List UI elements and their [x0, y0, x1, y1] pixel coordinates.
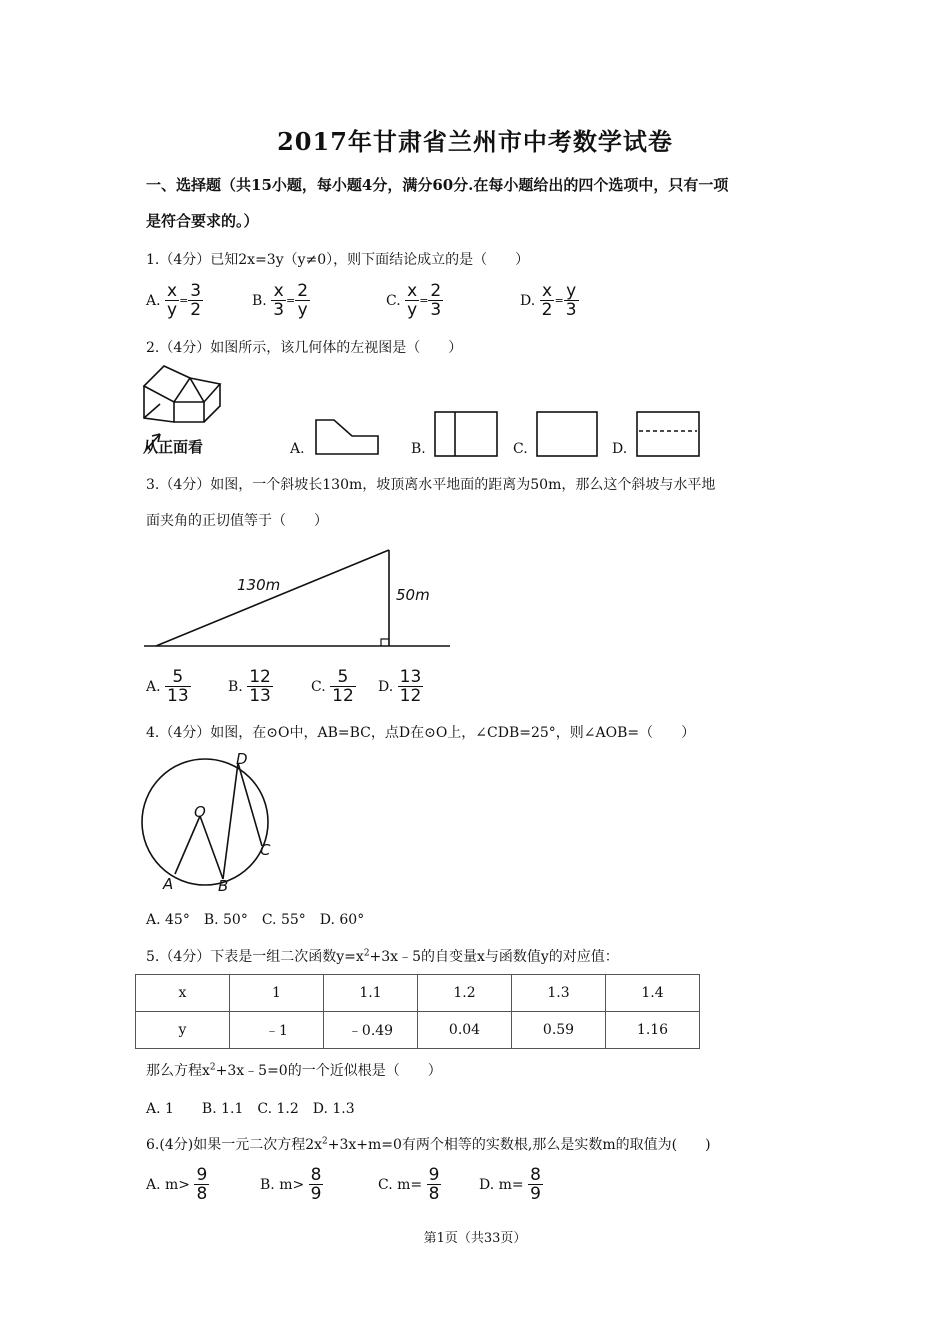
q3-stem-line1: 3.（4分）如图，一个斜坡长130m，坡顶离水平地面的距离为50m，那么这个斜坡与水平地 [146, 477, 716, 493]
q6-option-a: A. m> $\frac{9}{8}$ [146, 1165, 208, 1204]
q5-stem: 5.（4分）下表是一组二次函数$y=x^2+3x﹣5$的自变量x与函数值y的对应值： [146, 948, 619, 965]
q2-option-a-figure [312, 416, 382, 458]
q4-point-b: B [218, 877, 229, 895]
q4-options: A. 45° B. 50° C. 55° D. 60° [146, 912, 365, 928]
q5-value-table [135, 974, 700, 1049]
q2-option-d-figure [635, 410, 701, 458]
table-row: y ﹣1 ﹣0.49 0.04 0.59 1.16 [136, 1012, 700, 1049]
q3-option-b: B. $\frac{12}{13}$ [228, 667, 271, 706]
q4-stem: 4.（4分）如图，在⊙O中，AB=BC，点D在⊙O上，∠CDB=25°，则∠AOB=（ ） [146, 725, 696, 741]
q2-option-b-figure [433, 410, 499, 458]
q3-option-c: C. $\frac{5}{12}$ [311, 667, 354, 706]
page-title: 2017年甘肃省兰州市中考数学试卷 [277, 127, 673, 156]
table-row: x 1 1.1 1.2 1.3 1.4 [136, 975, 700, 1012]
q3-option-d: D. $\frac{13}{12}$ [378, 667, 422, 706]
q1-option-b: B. $\frac{x}{3}$ = $\frac{2}{y}$ [252, 281, 309, 320]
q6-option-d: D. m= $\frac{8}{9}$ [479, 1165, 541, 1204]
q2-option-b-label: B. [411, 441, 426, 457]
q1-stem: 1.（4分）已知2x=3y（y≠0），则下面结论成立的是（ ） [146, 252, 530, 268]
q2-option-c-figure [535, 410, 599, 458]
q2-option-c-label: C. [513, 441, 528, 457]
q6-option-c: C. m= $\frac{9}{8}$ [378, 1165, 440, 1204]
q4-point-c: C [260, 841, 271, 859]
page-footer: 第1页（共33页） [423, 1231, 527, 1246]
section-heading-line2: 是符合要求的。） [146, 212, 259, 230]
q6-stem: 6.(4分)如果一元二次方程$2x^2+3x+m=0$有两个相等的实数根,那么是实数m的取值为( ) [146, 1136, 711, 1153]
q2-stem: 2.（4分）如图所示，该几何体的左视图是（ ） [146, 340, 463, 356]
q1-option-a: A. $\frac{x}{y}$ = $\frac{3}{2}$ [146, 281, 202, 320]
q5-follow-up: 那么方程$x^2+3x﹣5=0$的一个近似根是（ ） [146, 1062, 442, 1079]
q4-point-d: D [236, 750, 248, 768]
q4-circle-figure [138, 750, 283, 895]
q6-option-b: B. m> $\frac{8}{9}$ [260, 1165, 322, 1204]
q2-option-d-label: D. [612, 441, 628, 457]
q5-options: A. 1 B. 1.1 C. 1.2 D. 1.3 [146, 1101, 355, 1117]
q2-view-label: 从正面看 [143, 438, 204, 456]
q2-option-a-label: A. [290, 441, 305, 457]
q3-slope-label: 130m [237, 576, 281, 594]
q4-point-a: A [163, 875, 174, 893]
q3-option-a: A. $\frac{5}{13}$ [146, 667, 189, 706]
section-heading-line1: 一、选择题（共15小题，每小题4分，满分60分.在每小题给出的四个选项中，只有一项 [146, 176, 729, 194]
q1-option-c: C. $\frac{x}{y}$ = $\frac{2}{3}$ [386, 281, 442, 320]
q3-height-label: 50m [396, 586, 430, 604]
q1-option-d: D. $\frac{x}{2}$ = $\frac{y}{3}$ [520, 281, 577, 320]
q3-stem-line2: 面夹角的正切值等于（ ） [146, 513, 328, 529]
q4-point-o: O [194, 803, 206, 821]
